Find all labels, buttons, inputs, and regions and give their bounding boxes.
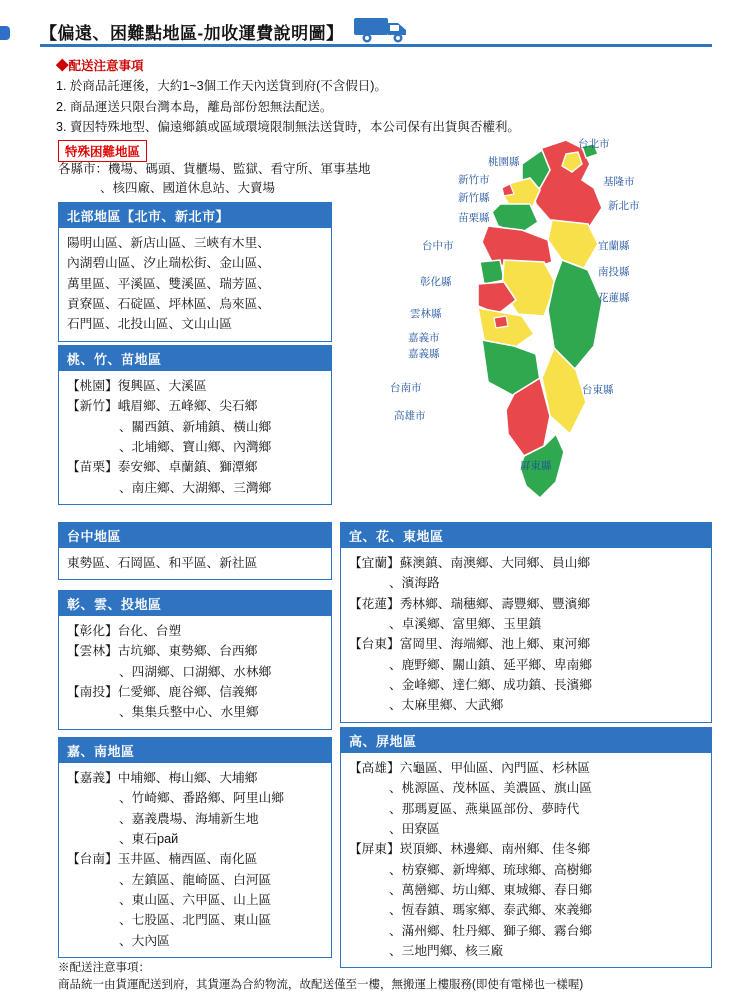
changhua-label-3: 【南投】 [67, 684, 118, 699]
changhua-value-1: 古坑鄉、東勢鄉、台西鄉 [117, 644, 258, 659]
section-yilan-body [341, 548, 711, 722]
section-taichung-body [59, 548, 331, 579]
map-label-changhua: 彰化縣 [420, 276, 452, 288]
map-label-pingtung: 屏東縣 [520, 460, 552, 472]
notice-item-2: 2. 商品運送只限台灣本島，離島部份恕無法配送。 [56, 99, 333, 114]
list-item [67, 768, 323, 788]
map-label-tainan: 台南市 [390, 382, 422, 394]
chiayi-value-5: 、左鎮區、龍崎區、白河區 [119, 872, 272, 887]
section-changhua-yunlin-nantou [58, 590, 332, 730]
map-label-taitung: 台東縣 [582, 384, 614, 396]
taoyuan-value-5: 、南庄鄉、大湖鄉、三灣鄉 [119, 480, 272, 495]
map-label-new-taipei: 新北市 [608, 200, 640, 212]
section-kaohsiung-title: 高、屏地區 [341, 728, 711, 753]
chiayi-value-6: 、東山區、六甲區、山上區 [119, 892, 272, 907]
section-changhua-title: 彰、雲、投地區 [59, 591, 331, 616]
map-label-miaoli: 苗栗縣 [458, 212, 490, 224]
list-item [349, 839, 703, 859]
changhua-value-2: 、四湖鄉、口湖鄉、水林鄉 [119, 664, 272, 679]
chiayi-value-3: 、東石рай [119, 831, 179, 846]
map-label-yilan: 宜蘭縣 [598, 240, 630, 252]
section-taichung-title: 台中地區 [59, 523, 331, 548]
footer-line-1: ※配送注意事項： [58, 961, 150, 974]
section-kaohsiung-pingtung [340, 727, 712, 968]
yilan-value-7: 、太麻里鄉、大武鄉 [389, 698, 504, 713]
list-item [67, 396, 323, 416]
list-item [67, 641, 323, 661]
north-line-1: 陽明山區、新店山區、三峽有木里、 [67, 236, 270, 250]
chiayi-value-7: 、七股區、北門區、東山區 [119, 913, 272, 928]
section-taichung [58, 522, 332, 580]
chiayi-value-4: 玉井區、楠西區、南化區 [117, 852, 258, 867]
list-item [349, 594, 703, 614]
section-yilan-title: 宜、花、東地區 [341, 523, 711, 548]
chiayi-value-8: 、大內區 [119, 933, 170, 948]
list-item [67, 682, 323, 702]
taichung-line-1: 東勢區、石岡區、和平區、新社區 [67, 556, 258, 570]
kaohsiung-value-8: 、滿州鄉、牡丹鄉、獅子鄉、霧台鄉 [389, 923, 592, 938]
north-line-2: 內湖碧山區、汐止瑞松街、金山區、 [67, 256, 270, 271]
kaohsiung-label-4: 【屏東】 [349, 842, 400, 857]
section-north-body [59, 228, 331, 341]
map-label-taipei: 台北市 [578, 138, 610, 150]
taoyuan-label-1: 【新竹】 [67, 399, 118, 414]
map-label-keelung: 基隆市 [603, 176, 635, 188]
yilan-label-2: 【花蓮】 [349, 596, 400, 611]
yilan-value-3: 、卓溪鄉、富里鄉、玉里鎮 [389, 616, 542, 631]
list-item [349, 634, 703, 654]
section-taoyuan-hsinchu-miaoli [58, 345, 332, 505]
special-area-body [58, 160, 388, 199]
changhua-value-4: 、集集兵整中心、水里鄉 [119, 705, 259, 720]
chiayi-value-0: 中埔鄉、梅山鄉、大埔鄉 [117, 771, 258, 785]
section-chiayi-body [59, 763, 331, 957]
yilan-label-4: 【台東】 [349, 637, 400, 652]
chiayi-label-4: 【台南】 [67, 852, 118, 867]
yilan-value-5: 、鹿野鄉、關山鎮、延平鄉、卑南鄉 [389, 657, 592, 672]
north-line-5: 石門區、北投山區、文山山區 [67, 317, 232, 332]
chiayi-value-2: 、嘉義農場、海埔新生地 [119, 811, 259, 826]
section-chiayi-title: 嘉、南地區 [59, 738, 331, 763]
list-item [67, 376, 323, 396]
section-north-title: 北部地區【北市、新北市】 [59, 203, 331, 228]
notice-item-1: 1. 於商品託運後，大約1~3個工作天內送貨到府(不含假日)。 [56, 79, 387, 94]
kaohsiung-value-1: 、桃源區、茂林區、美濃區、旗山區 [389, 781, 592, 796]
changhua-label-1: 【雲林】 [67, 644, 118, 659]
chiayi-value-1: 、竹崎鄉、番路鄉、阿里山鄉 [119, 791, 284, 806]
list-item [67, 849, 323, 869]
map-label-chiayi-city: 嘉義市 [408, 332, 440, 344]
delivery-notice [56, 56, 696, 137]
list-item [67, 457, 323, 477]
section-chiayi-tainan [58, 737, 332, 958]
yilan-value-1: 、濱海路 [389, 576, 440, 591]
chiayi-label-0: 【嘉義】 [67, 771, 118, 785]
special-line-2: 、核四廠、國道休息站、大賣場 [100, 181, 276, 196]
kaohsiung-value-3: 、田寮區 [389, 821, 440, 836]
map-label-nantou: 南投縣 [598, 266, 630, 278]
map-label-chiayi-county: 嘉義縣 [408, 348, 440, 360]
kaohsiung-value-0: 六龜區、甲仙區、內門區、杉林區 [399, 761, 591, 775]
taoyuan-value-3: 、北埔鄉、寶山鄉、內灣鄉 [119, 439, 272, 454]
special-area-tag: 特殊困難地區 [58, 140, 147, 162]
taoyuan-value-2: 、關西鎮、新埔鎮、橫山鄉 [119, 419, 272, 434]
corner-marker [0, 26, 10, 40]
map-label-hualien: 花蓮縣 [598, 292, 630, 304]
section-taoyuan-body [59, 371, 331, 504]
kaohsiung-value-9: 、三地門鄉、核三廠 [389, 943, 504, 958]
taoyuan-label-4: 【苗栗】 [67, 460, 118, 475]
list-item [349, 553, 703, 573]
taoyuan-value-4: 泰安鄉、卓蘭鎮、獅潭鄉 [117, 460, 258, 475]
map-label-taichung: 台中市 [422, 240, 454, 252]
section-changhua-body [59, 616, 331, 729]
kaohsiung-value-5: 、枋寮鄉、新埤鄉、琉球鄉、高樹鄉 [389, 862, 592, 877]
section-taoyuan-title: 桃、竹、苗地區 [59, 346, 331, 371]
yilan-value-0: 蘇澳鎮、南澳鄉、大同鄉、員山鄉 [399, 556, 591, 570]
title-divider [40, 44, 712, 47]
changhua-label-0: 【彰化】 [67, 624, 118, 638]
yilan-value-6: 、金峰鄉、達仁鄉、成功鎮、長濱鄉 [389, 677, 592, 692]
kaohsiung-value-4: 崁頂鄉、林邊鄉、南州鄉、佳冬鄉 [399, 842, 591, 857]
kaohsiung-value-6: 、萬巒鄉、坊山鄉、東城鄉、春日鄉 [389, 882, 592, 897]
section-yilan-hualien-taitung [340, 522, 712, 723]
section-north [58, 202, 332, 342]
taoyuan-value-0: 復興區、大溪區 [117, 379, 207, 393]
special-line-1: 各縣市：機場、碼頭、貨櫃場、監獄、看守所、軍事基地 [58, 162, 371, 176]
page-title: 【偏遠、困難點地區-加收運費說明圖】 [40, 24, 344, 43]
list-item [67, 621, 323, 641]
changhua-value-3: 仁愛鄉、鹿谷鄉、信義鄉 [117, 684, 258, 699]
notice-item-3: 3. 賣因特殊地型、偏遠鄉鎮或區域環境限制無法送貨時，本公司保有出貨與否權利。 [56, 119, 520, 134]
yilan-value-2: 秀林鄉、瑞穗鄉、壽豐鄉、豐濱鄉 [399, 596, 591, 611]
notice-heading: ◆配送注意事項 [56, 59, 144, 73]
taoyuan-label-0: 【桃園】 [67, 379, 118, 393]
kaohsiung-value-7: 、恆春鎮、瑪家鄉、泰武鄉、來義鄉 [389, 903, 592, 918]
section-kaohsiung-body [341, 753, 711, 967]
map-label-kaohsiung: 高雄市 [394, 410, 426, 422]
kaohsiung-value-2: 、那瑪夏區、燕巢區部份、夢時代 [389, 801, 580, 816]
footer-line-2: 商品統一由貨運配送到府，其貨運為合約物流，故配送僅至一樓，無搬運上樓服務(即使有電梯也一樣喔) [58, 978, 584, 991]
map-label-hsinchu-county: 新竹縣 [458, 192, 490, 204]
yilan-label-0: 【宜蘭】 [349, 556, 400, 570]
map-label-hsinchu-city: 新竹市 [458, 174, 490, 186]
map-label-yunlin: 雲林縣 [410, 308, 442, 320]
taiwan-map [360, 128, 720, 508]
north-line-3: 萬里區、平溪區、雙溪區、瑞芳區、 [67, 276, 270, 291]
north-line-4: 貢寮區、石碇區、坪林區、烏來區、 [67, 296, 270, 311]
footer-notice [58, 960, 718, 995]
list-item [349, 758, 703, 778]
taoyuan-value-1: 峨眉鄉、五峰鄉、尖石鄉 [117, 399, 258, 414]
changhua-value-0: 台化、台塑 [117, 624, 182, 638]
kaohsiung-label-0: 【高雄】 [349, 761, 400, 775]
map-label-taoyuan: 桃園縣 [488, 156, 520, 168]
yilan-value-4: 富岡里、海端鄉、池上鄉、東河鄉 [399, 637, 591, 652]
